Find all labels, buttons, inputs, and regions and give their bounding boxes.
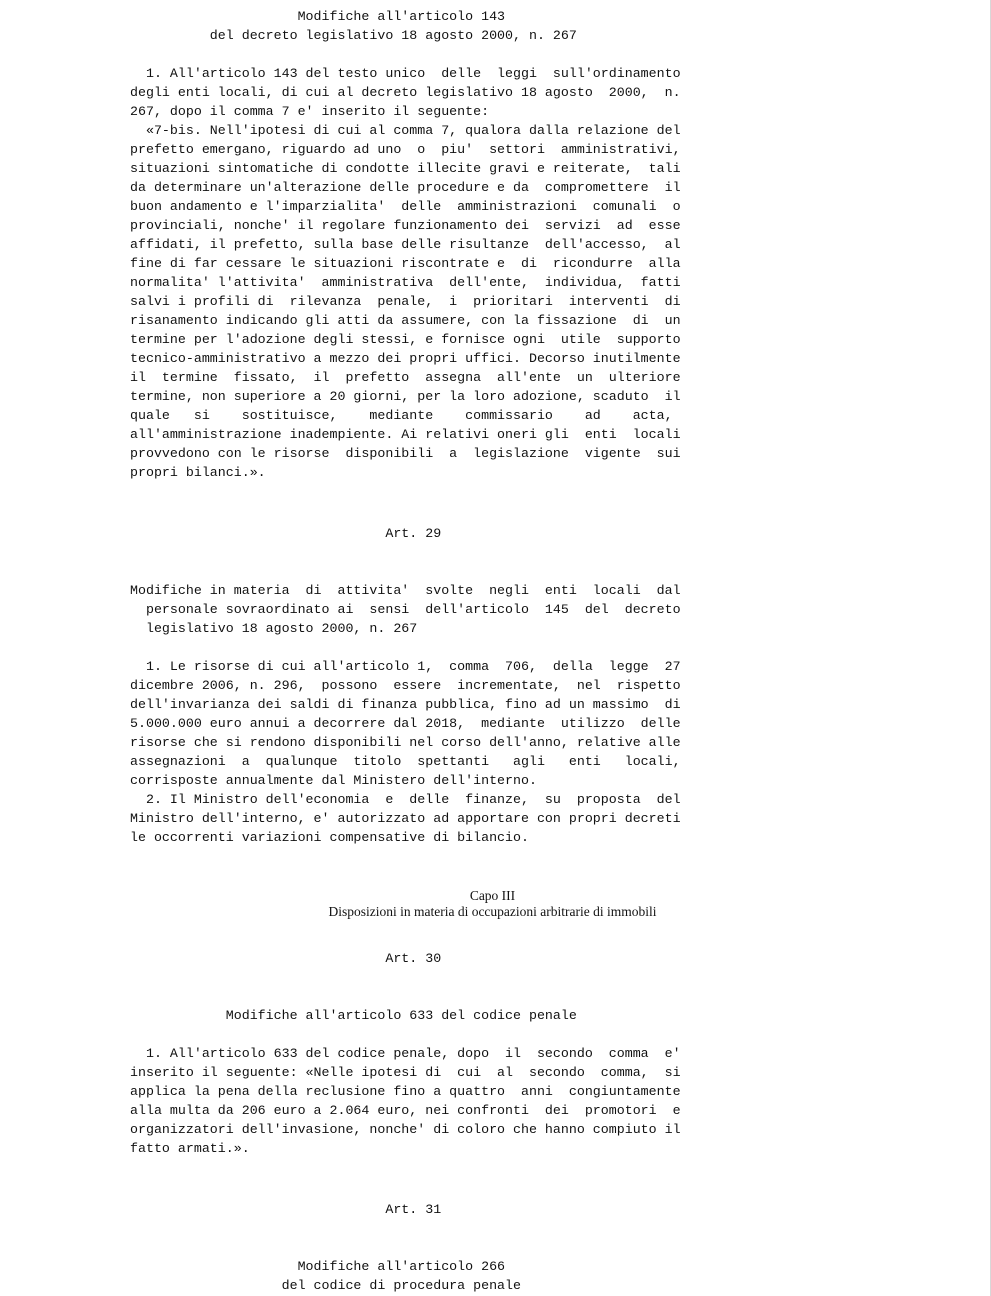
art-29-body: 1. Le risorse di cui all'articolo 1, comma 706, della legge 27 dicembre 2006, n. 296, possono essere incrementate, nel rispetto dell'invarianza dei saldi di finanza pubblica, fino ad un massimo di 5.000.000 euro annui a decorrere dal 2018, mediante utilizzo delle risorse che si rendono disponibili nel corso dell'anno, relative alle assegnazioni a qualunque titolo spettanti agli enti locali, corrisposte annualmente dal Ministero dell'interno. 2. Il Ministro dell'economia e delle finanze, su proposta del Ministro dell'interno, e' autorizzato ad apportare con propri decreti le occorrenti variazioni compensative di bilancio. — [130, 659, 681, 845]
art-31-label: Art. 31 — [130, 1202, 442, 1217]
capo-title: Capo III — [469, 888, 516, 903]
article-heading-143: Modifiche all'articolo 143 del decreto legislativo 18 agosto 2000, n. 267 — [209, 9, 577, 43]
art-29-heading: Modifiche in materia di attivita' svolte negli enti locali dal personale sovraordinato ai sensi dell'articolo 145 del decreto legislativo 18 agosto 2000, n. 267 — [130, 583, 681, 636]
art-29-label: Art. 29 — [130, 526, 442, 541]
article-body-143: 1. All'articolo 143 del testo unico delle leggi sull'ordinamento degli enti locali, di cui al decreto legislativo 18 agosto 2000, n. 267, dopo il comma 7 e' inserito il seguente: «7-bis. Nell'ipotesi di cui al comma 7, qualora dalla relazione del prefetto emergano, riguardo ad uno o piu' settori amministrativi, situazioni sintomatiche di condotte illecite gravi e reiterate, tali da determinare un'alterazione delle procedure e da compromettere il buon andamento e l'imparzialita' delle amministrazioni comunali o provinciali, nonche' il regolare funzionamento dei servizi ad esse affidati, il prefetto, sulla base delle risultanze dell'accesso, al fine di far cessare le situazioni riscontrate e di ricondurre alla normalita' l'attivita' amministrativa dell'ente, individua, fatti salvi i profili di rilevanza penale, i prioritari interventi di risanamento indicando gli atti da assumere, con la fissazione di un termine per l'adozione degli stessi, e fornisce ogni utile supporto tecnico-amministrativo a mezzo dei propri uffici. Decorso inutilmente il termine fissato, il prefetto assegna all'ente un ulteriore termine, non superiore a 20 giorni, per la loro adozione, scaduto il quale si sostituisce, mediante commissario ad acta, all'amministrazione inadempiente. Ai relativi oneri gli enti locali provvedono con le risorse disponibili a legislazione vigente sui propri bilanci.». — [130, 66, 681, 480]
art-30-body: 1. All'articolo 633 del codice penale, dopo il secondo comma e' inserito il seguente: «Nelle ipotesi di cui al secondo comma, si applica la pena della reclusione fino a quattro anni congiuntamente alla multa da 206 euro a 2.064 euro, nei confronti dei promotori e organizzatori dell'invasione, nonche' di coloro che hanno compiuto il fatto armati.». — [130, 1046, 681, 1156]
art-30-heading: Modifiche all'articolo 633 del codice penale — [130, 1008, 577, 1023]
capo-subtitle: Disposizioni in materia di occupazioni arbitrarie di immobili — [328, 904, 657, 919]
art-31-heading: Modifiche all'articolo 266 del codice di procedura penale — [281, 1259, 521, 1293]
art-30-label: Art. 30 — [130, 951, 442, 966]
